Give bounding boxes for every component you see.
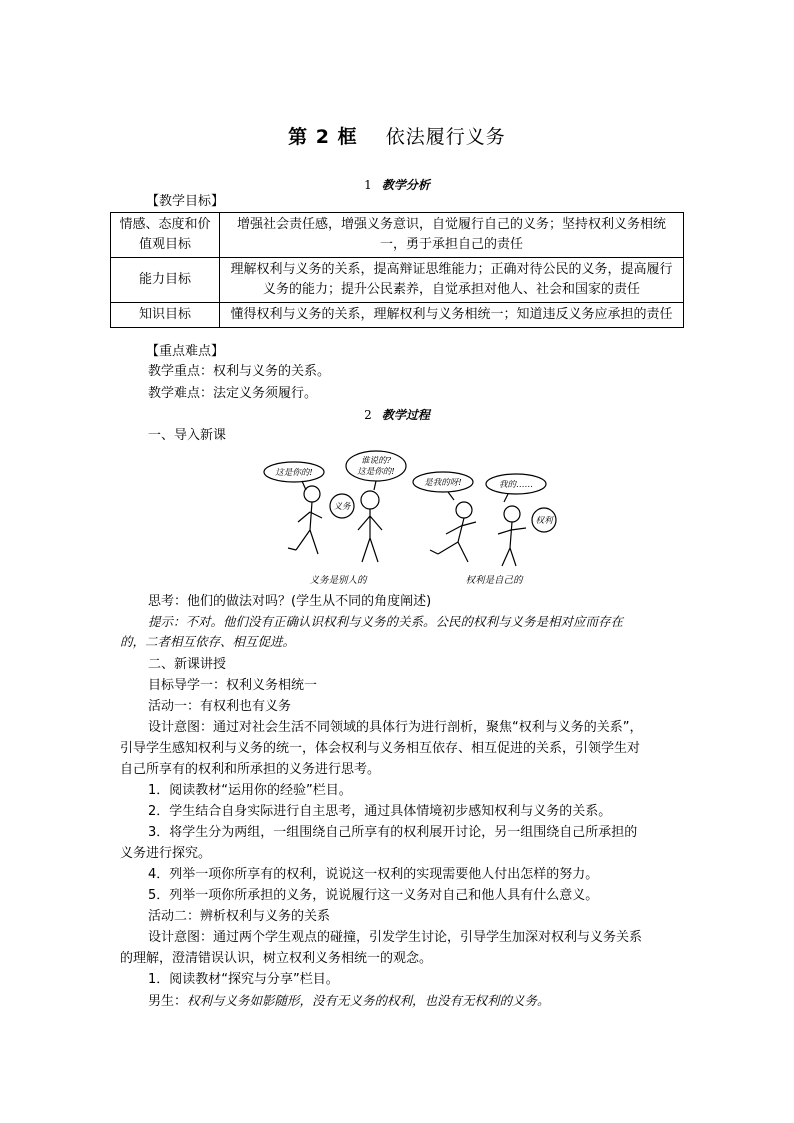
design-intent-2-line-2: 的理解，澄清错误认识，树立权利义务相统一的观念。 xyxy=(120,951,433,966)
bubble-text: 是我的呀! xyxy=(424,478,462,488)
hint-line-1: 提示：不对。他们没有正确认识权利与义务的关系。公民的权利与义务是相对应而存在 xyxy=(148,614,624,629)
activity-2-step-1: 1．阅读教材“探究与分享”栏目。 xyxy=(148,972,339,987)
boy-label: 男生： xyxy=(148,994,188,1009)
activity-1-step-2: 2．学生结合自身实际进行自主思考，通过具体情境初步感知权利与义务的关系。 xyxy=(148,804,612,819)
table-cell-text: 增强社会责任感，增强义务意识，自觉履行自己的义务；坚持权利义务相统一，勇于承担自己的责任 xyxy=(220,213,684,258)
hint-line-2: 的，二者相互依存、相互促进。 xyxy=(120,634,296,649)
part1-heading: 一、导入新课 xyxy=(148,428,227,443)
part2-heading: 二、新课讲授 xyxy=(148,657,227,672)
bubble-text: 这是你的! xyxy=(275,468,313,478)
design-intent-1-line-1: 设计意图：通过对社会生活不同领域的具体行为进行剖析，聚焦“权利与义务的关系”， xyxy=(148,720,643,735)
think-question: 思考：他们的做法对吗？(学生从不同的角度阐述) xyxy=(148,594,432,609)
goals-label: 【教学目标】 xyxy=(146,194,225,209)
activity-1-step-5: 5．列举一项你所承担的义务，说说履行这一义务对自己和他人具有什么意义。 xyxy=(148,888,599,903)
table-cell-text: 懂得权利与义务的关系，理解权利与义务相统一；知道违反义务应承担的责任 xyxy=(220,303,684,328)
caption-right: 权利是自己的 xyxy=(465,575,523,586)
ball-label: 义务 xyxy=(333,502,351,512)
section-heading-process: 2 教学过程 xyxy=(364,408,430,422)
table-cell-label: 知识目标 xyxy=(111,303,220,328)
guide-heading-1: 目标导学一：权利义务相统一 xyxy=(148,678,318,693)
key-point: 教学重点：权利与义务的关系。 xyxy=(148,364,331,379)
keypoints-label: 【重点难点】 xyxy=(146,344,225,359)
table-row xyxy=(111,213,684,258)
page-title xyxy=(0,122,794,149)
table-row xyxy=(111,303,684,328)
table-cell-label: 能力目标 xyxy=(111,258,220,303)
bubble-text: 我的…… xyxy=(498,480,534,490)
cartoon-illustration xyxy=(258,450,558,590)
lesson-number: 第 2 框 xyxy=(288,126,358,148)
activity-2-heading: 活动二：辨析权利与义务的关系 xyxy=(148,909,331,924)
design-intent-1-line-3: 自己所享有的权利和所承担的义务进行思考。 xyxy=(120,762,381,777)
teaching-goals-table xyxy=(110,212,684,328)
bubble-text: 这是你的! xyxy=(357,467,395,477)
difficult-point: 教学难点：法定义务须履行。 xyxy=(148,386,318,401)
table-cell-text: 理解权利与义务的关系，提高辩证思维能力；正确对待公民的义务，提高履行义务的能力；提升公民素养，自觉承担对他人、社会和国家的责任 xyxy=(220,258,684,303)
boy-text: 权利与义务如影随形，没有无义务的权利，也没有无权利的义务。 xyxy=(187,993,550,1008)
design-intent-1-line-2: 引导学生感知权利与义务的统一，体会权利与义务相互依存、相互促进的关系，引领学生对 xyxy=(120,741,641,756)
bubble-text: 谁说的? xyxy=(360,456,392,466)
activity-1-step-3b: 义务进行探究。 xyxy=(120,846,212,861)
design-intent-2-line-1: 设计意图：通过两个学生观点的碰撞，引发学生讨论，引导学生加深对权利与义务关系 xyxy=(148,930,643,945)
activity-1-step-4: 4．列举一项你所享有的权利，说说这一权利的实现需要他人付出怎样的努力。 xyxy=(148,867,599,882)
activity-1-step-1: 1．阅读教材“运用你的经验”栏目。 xyxy=(148,783,352,798)
boy-statement xyxy=(148,991,550,1012)
table-cell-label: 情感、态度和价值观目标 xyxy=(111,213,220,258)
activity-1-step-3a: 3．将学生分为两组，一组围绕自己所享有的权利展开讨论，另一组围绕自己所承担的 xyxy=(148,825,638,840)
caption-left: 义务是别人的 xyxy=(309,575,367,586)
section-heading-analysis: 1 教学分析 xyxy=(364,178,430,192)
ball-label: 权利 xyxy=(535,516,553,526)
table-row xyxy=(111,258,684,303)
activity-1-heading: 活动一：有权利也有义务 xyxy=(148,699,292,714)
lesson-title: 依法履行义务 xyxy=(385,126,506,148)
